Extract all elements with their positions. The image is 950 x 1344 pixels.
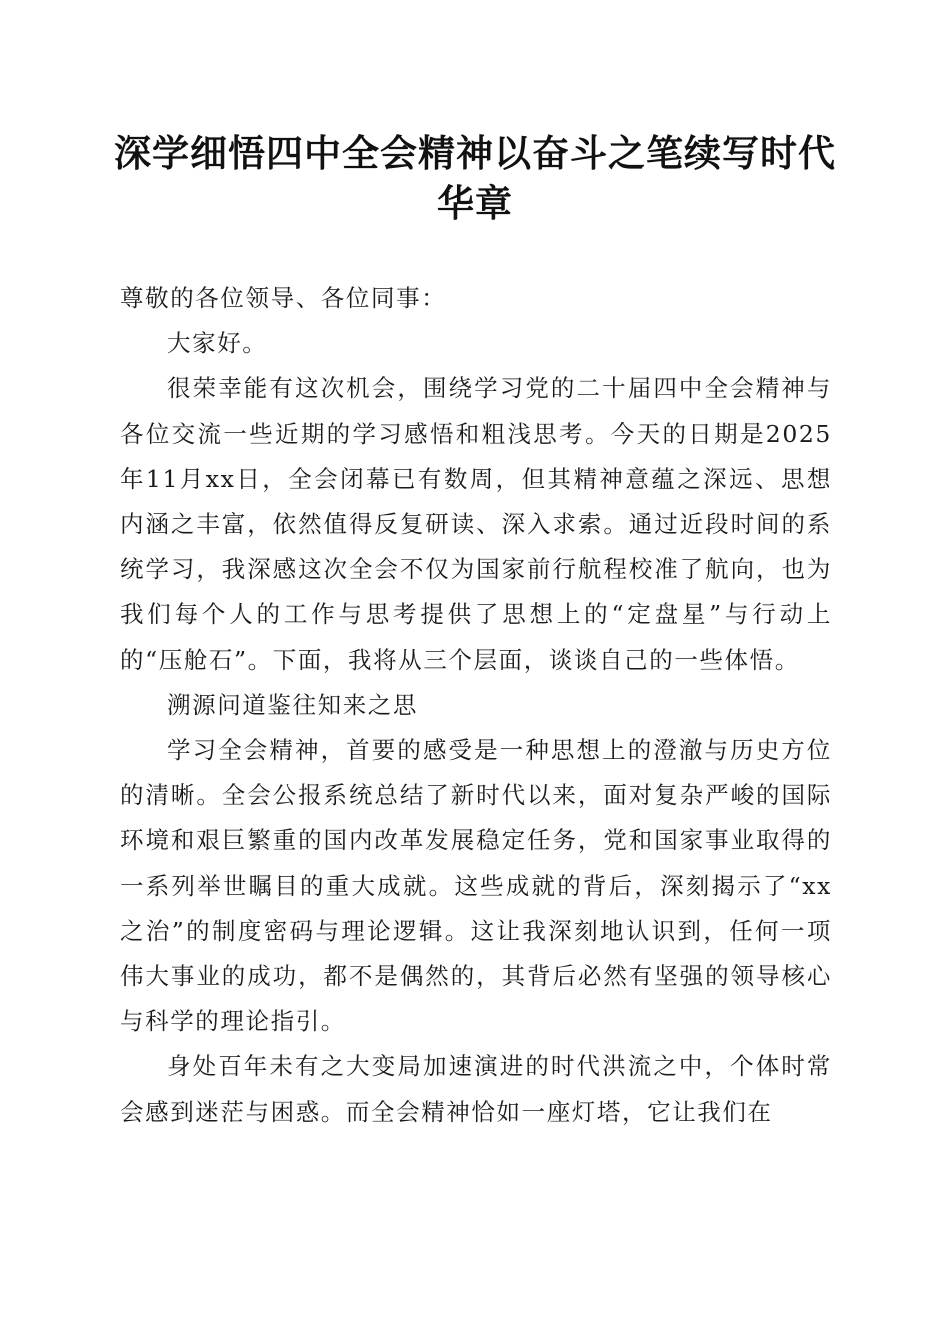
paragraph-introduction: 很荣幸能有这次机会，围绕学习党的二十届四中全会精神与各位交流一些近期的学习感悟和粗浅思考。今天的日期是2025年11月xx日，全会闭幕已有数周，但其精神意蕴之深远、思想内涵之丰富，依然值得反复研读、深入求索。通过近段时间的系统学习，我深感这次全会不仅为国家前行航程校准了航向，也为我们每个人的工作与思考提供了思想上的“定盘星”与行动上的“压舱石”。下面，我将从三个层面，谈谈自己的一些体悟。	[120, 374, 832, 674]
paragraph-greeting: 大家好。	[167, 329, 268, 358]
document-body	[120, 276, 832, 1135]
document-title: 深学细悟四中全会精神以奋斗之笔续写时代华章	[114, 131, 836, 225]
section-heading: 溯源问道鉴往知来之思	[167, 690, 418, 719]
paragraph-body: 身处百年未有之大变局加速演进的时代洪流之中，个体时常会感到迷茫与困惑。而全会精神恰如一座灯塔，它让我们在	[120, 1052, 832, 1126]
paragraph-body: 学习全会精神，首要的感受是一种思想上的澄澈与历史方位的清晰。全会公报系统总结了新时代以来，面对复杂严峻的国际环境和艰巨繁重的国内改革发展稳定任务，党和国家事业取得的一系列举世瞩目的重大成就。这些成就的背后，深刻揭示了“xx之治”的制度密码与理论逻辑。这让我深刻地认识到，任何一项伟大事业的成功，都不是偶然的，其背后必然有坚强的领导核心与科学的理论指引。	[120, 736, 832, 1036]
salutation: 尊敬的各位领导、各位同事：	[120, 284, 447, 312]
